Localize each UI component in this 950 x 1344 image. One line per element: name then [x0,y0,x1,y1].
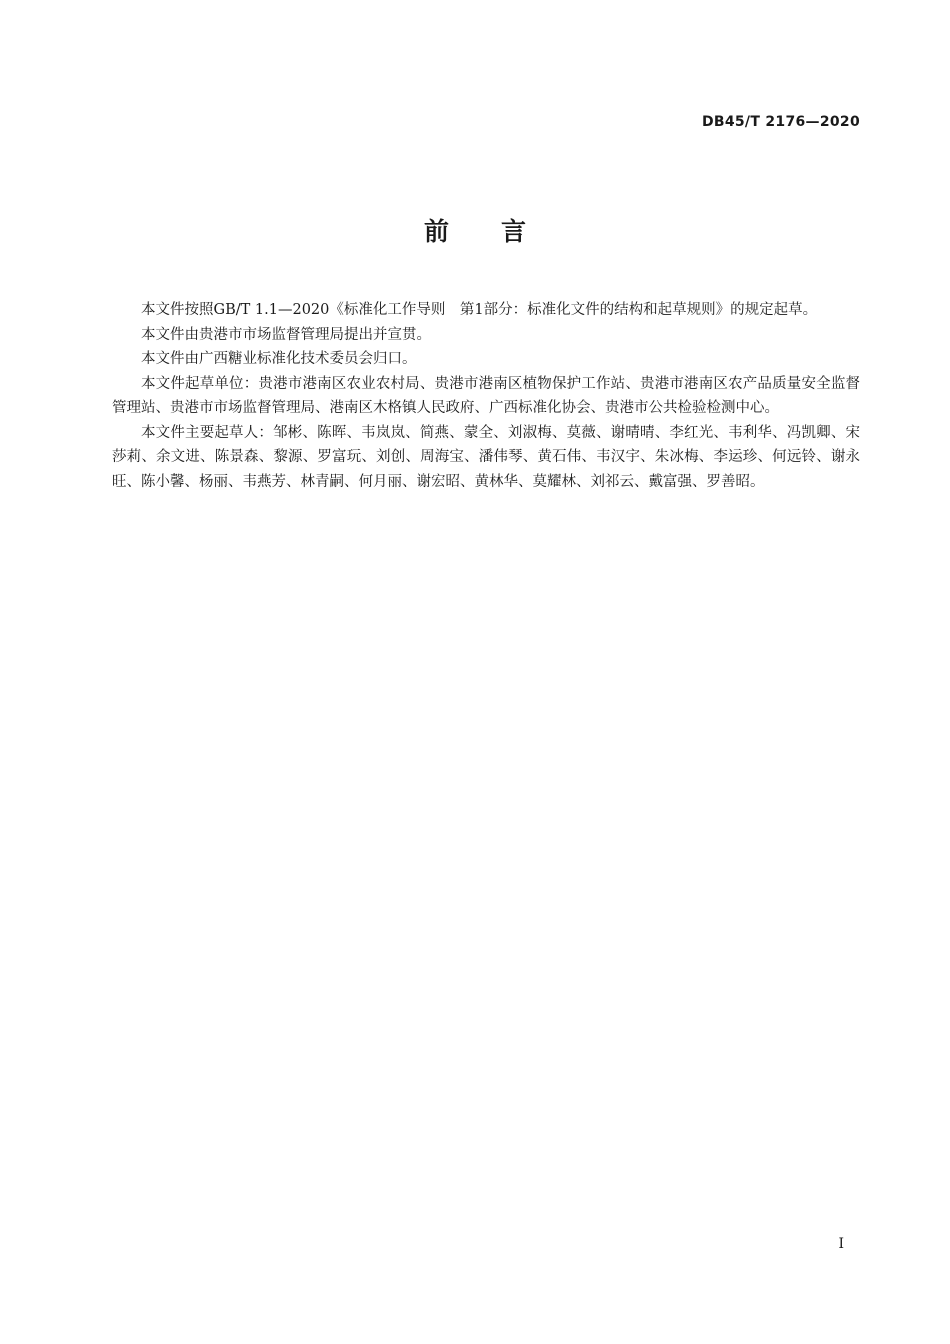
page-number: I [838,1236,844,1252]
title-char-1: 前 [423,217,449,246]
standard-code: DB45/T 2176—2020 [701,114,860,130]
paragraph-centralized-unit: 本文件由广西糖业标准化技术委员会归口。 [141,351,417,367]
page-title [0,212,950,248]
paragraph-drafting-basis: 本文件按照GB/T 1.1—2020《标准化工作导则 第1部分：标准化文件的结构和起草规则》的规定起草。 [141,302,818,318]
paragraph-drafters: 本文件主要起草人：邹彬、陈晖、韦岚岚、简燕、蒙全、刘淑梅、莫薇、谢晴晴、李红光、韦利华、冯凯卿、宋莎莉、余文进、陈景森、黎源、罗富玩、刘创、周海宝、潘伟琴、黄石伟、韦汉宇、朱冰梅、李运珍、何远铃、谢永旺、陈小馨、杨丽、韦燕芳、林青嗣、何月丽、谢宏昭、黄林华、莫耀林、刘祁云、戴富强、罗善昭。 [112,424,860,490]
title-char-2: 言 [501,217,527,246]
foreword-body [112,298,860,494]
paragraph-proposer: 本文件由贵港市市场监督管理局提出并宣贯。 [141,326,431,343]
paragraph-drafting-units: 本文件起草单位：贵港市港南区农业农村局、贵港市港南区植物保护工作站、贵港市港南区农产品质量安全监督管理站、贵港市市场监督管理局、港南区木格镇人民政府、广西标准化协会、贵港市公共检验检测中心。 [112,375,860,416]
